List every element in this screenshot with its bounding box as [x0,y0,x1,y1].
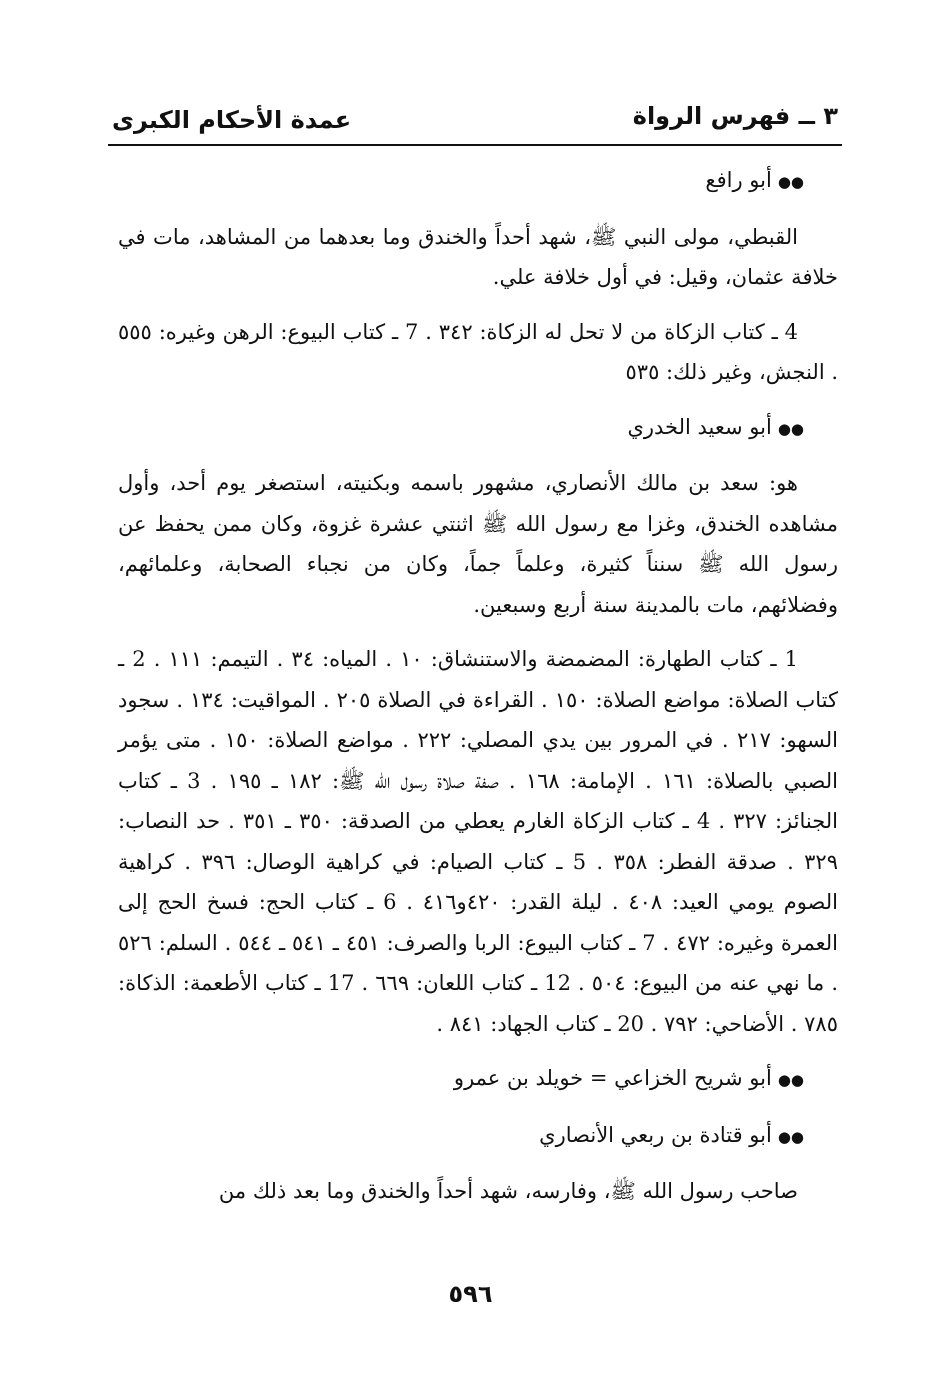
narrator-name: أبو قتادة بن ربعي الأنصاري [539,1122,772,1147]
section-title: ٣ ــ فهرس الرواة [632,102,838,130]
narrator-bio: القبطي، مولى النبي ﷺ، شهد أحداً والخندق وما بعدهما من المشاهد، مات في خلافة عثمان، وقيل: في أول خلافة علي. [118,224,838,289]
narrator-entry [118,1115,804,1158]
running-header [108,96,842,146]
double-bullet-icon: ●● [777,1127,804,1146]
narrator-bio: هو: سعد بن مالك الأنصاري، مشهور باسمه وبكنيته، استصغر يوم أحد، وأول مشاهده الخندق، وغزا مع رسول الله ﷺ اثنتي عشرة غزوة، وكان ممن يحفظ عن رسول الله ﷺ سنناً كثيرة، وعلماً جماً، وكان من نجباء الصحابة، وعلمائهم، وفضلائهم، مات بالمدينة سنة أربع وسبعين. [118,471,838,617]
double-bullet-icon: ●● [777,1071,804,1089]
narrator-entry [118,1058,804,1101]
narrator-name: أبو سعيد الخدري [627,414,772,439]
double-bullet-icon: ●● [777,419,804,438]
narrator-bio: صاحب رسول الله ﷺ، وفارسه، شهد أحداً والخندق وما بعد ذلك من [218,1179,798,1203]
book-title: عمدة الأحكام الكبرى [112,106,352,134]
narrator-entry [118,160,804,203]
double-bullet-icon: ●● [777,173,804,191]
narrator-references: 4 ـ كتاب الزكاة من لا تحل له الزكاة: ٣٤٢ . 7 ـ كتاب البيوع: الرهن وغيره: ٥٥٥ . النجش، وغير ذلك: ٥٣٥ [118,319,838,384]
narrator-entry [118,407,804,450]
page-body [118,158,838,1226]
page-number: ٥٩٦ [448,1280,493,1308]
narrator-name: أبو شريح الخزاعي = خويلد بن عمرو [453,1066,772,1090]
narrator-references: 1 ـ كتاب الطهارة: المضمضة والاستنشاق: ١٠ . المياه: ٣٤ . التيمم: ١١١ . 2 ـ كتاب الصلاة: مواضع الصلاة: ١٥٠ . القراءة في الصلاة ٢٠٥ . المواقيت: ١٣٤ . سجود السهو: ٢١٧ . في المرور بين يدي المصلي: ٢٢٢ . مواضع الصلاة: ١٥٠ . متى يؤمر الصبي بالصلاة: ١٦١ . الإمامة: ١٦٨ . صفة صلاة رسول الله ﷺ: ١٨٢ ـ ١٩٥ . 3 ـ كتاب الجنائز: ٣٢٧ . 4 ـ كتاب الزكاة الغارم يعطي من الصدقة: ٣٥٠ ـ ٣٥١ . حد النصاب: ٣٢٩ . صدقة الفطر: ٣٥٨ . 5 ـ كتاب الصيام: في كراهية الوصال: ٣٩٦ . كراهية الصوم يومي العيد: ٤٠٨ . ليلة القدر: ٤٢٠و٤١٦ . 6 ـ كتاب الحج: فسخ الحج إلى العمرة وغيره: ٤٧٢ . 7 ـ كتاب البيوع: الربا والصرف: ٤٥١ ـ ٥٤١ ـ ٥٤٤ . السلم: ٥٢٦ . ما نهي عنه من البيوع: ٥٠٤ . 12 ـ كتاب اللعان: ٦٦٩ . 17 ـ كتاب الأطعمة: الذكاة: ٧٨٥ . الأضاحي: ٧٩٢ . 20 ـ كتاب الجهاد: ٨٤١ . [118,647,839,1036]
narrator-name: أبو رافع [705,168,772,192]
